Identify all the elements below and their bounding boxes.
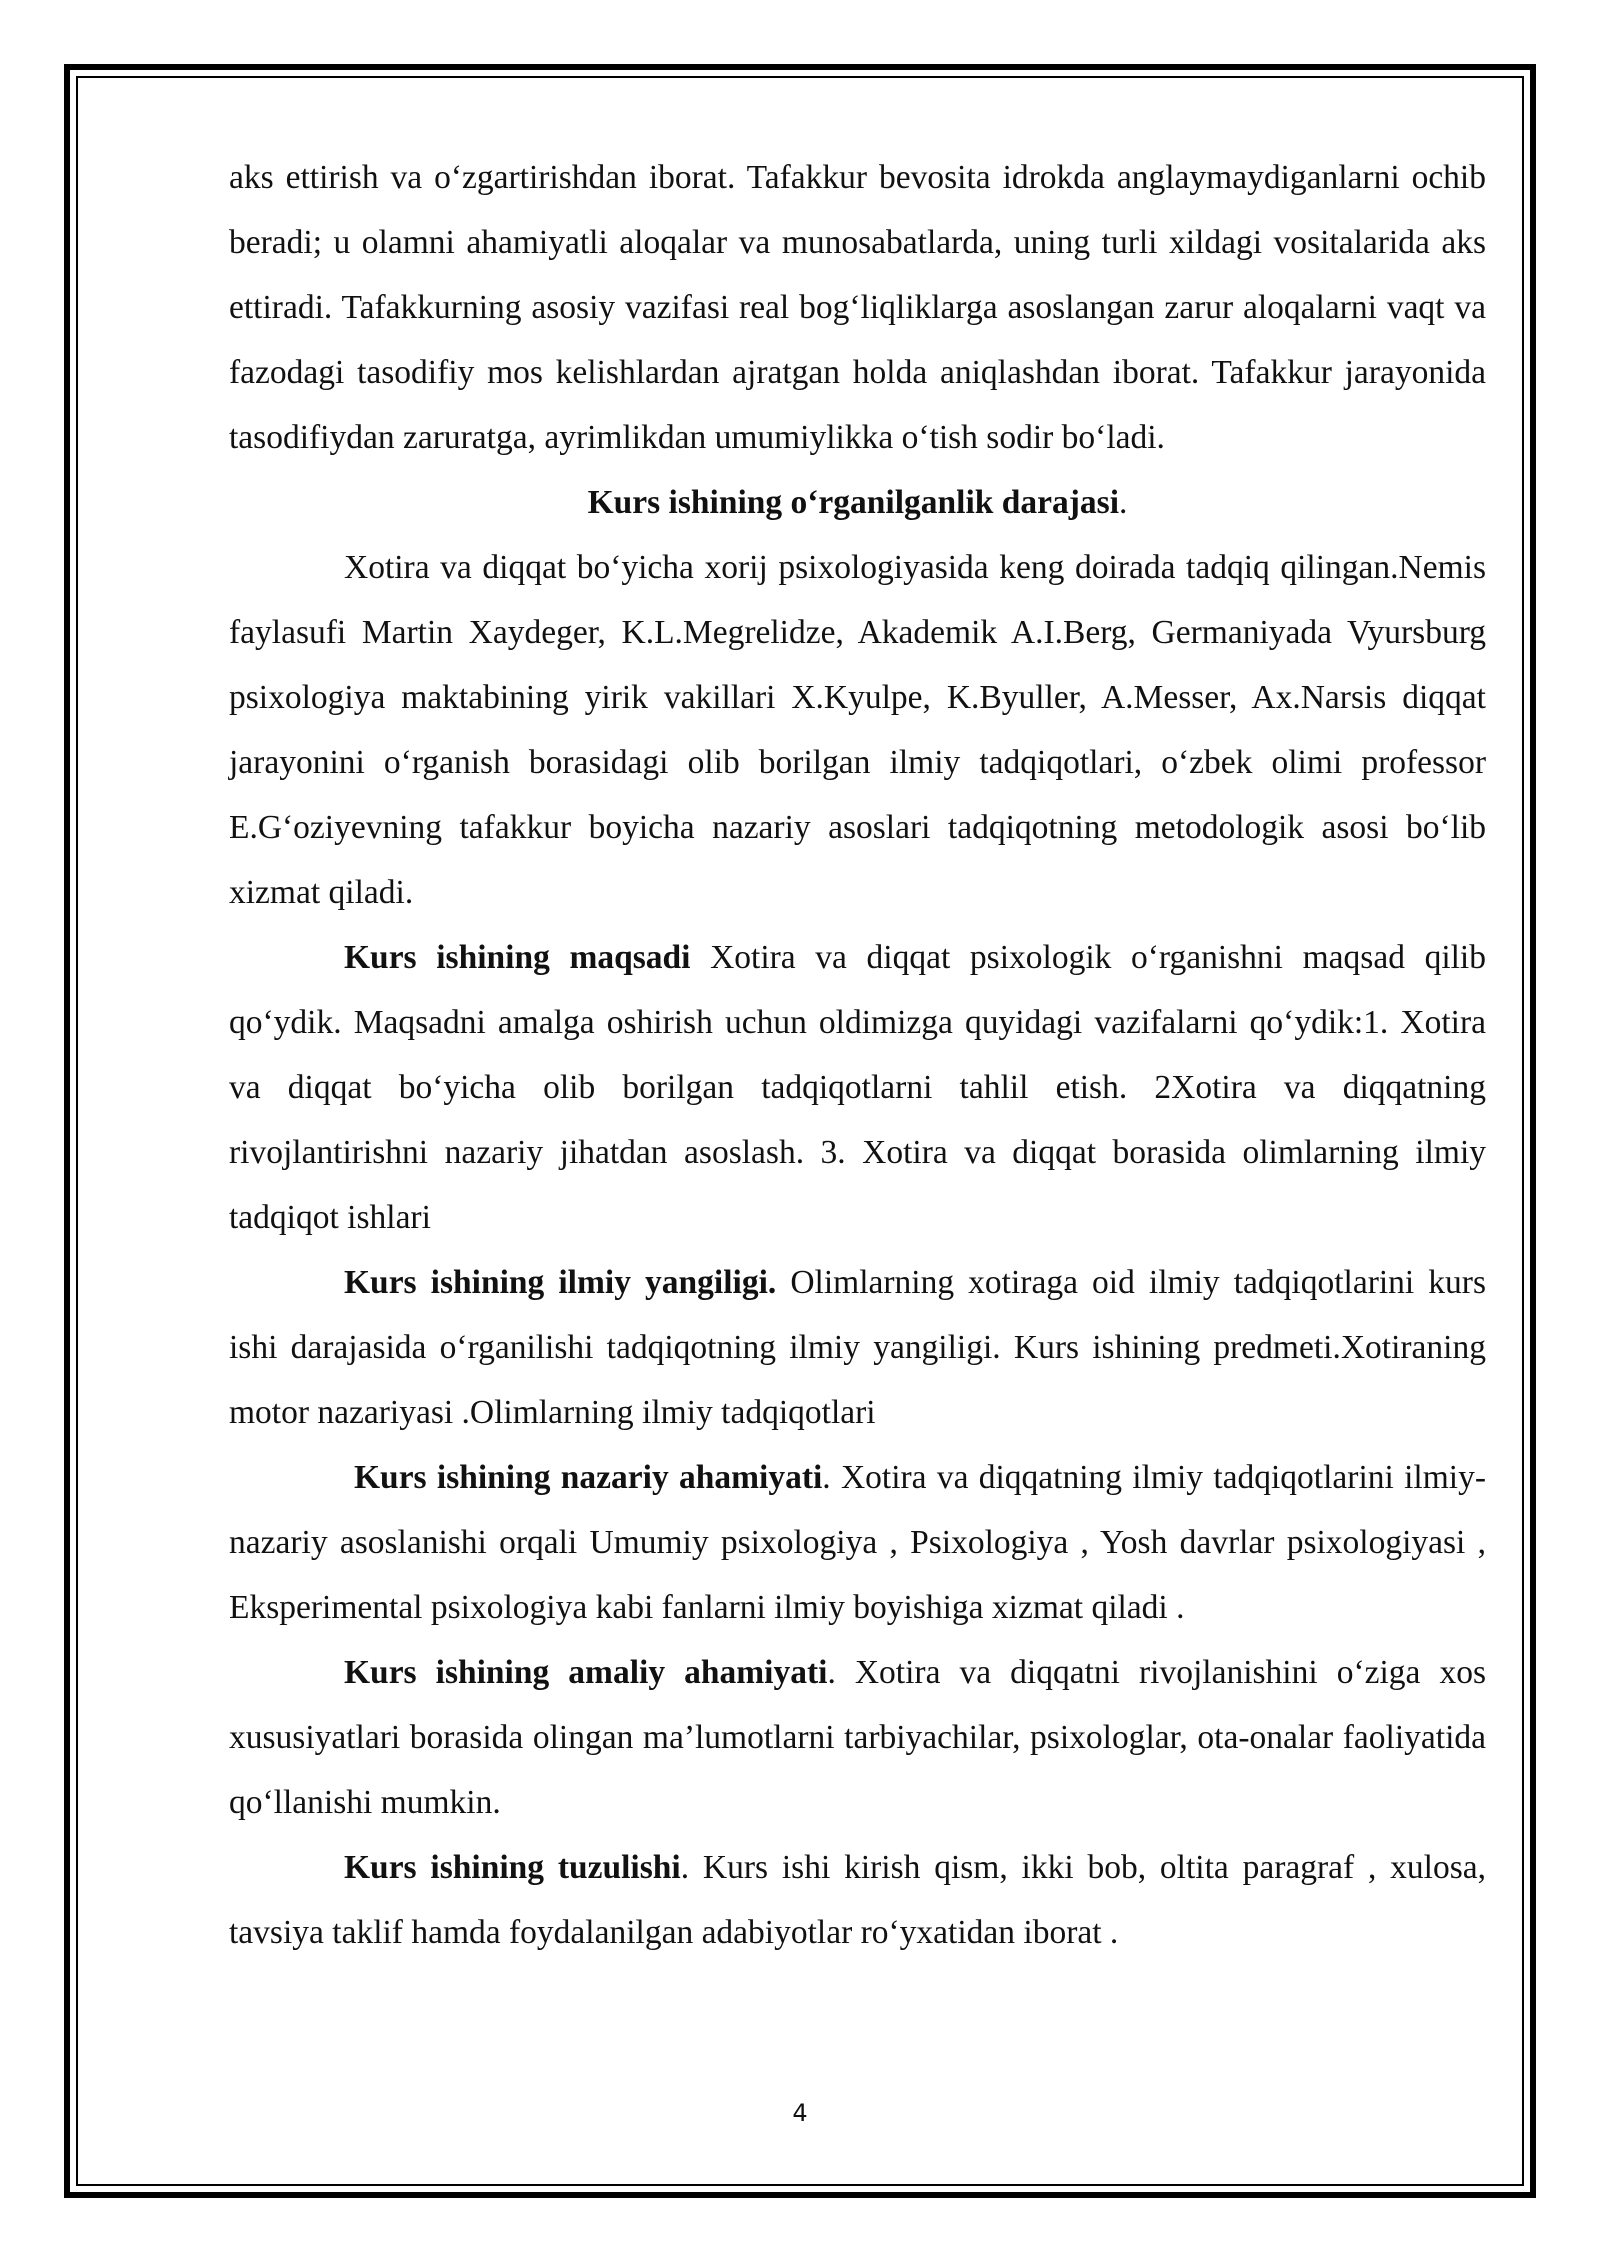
paragraph-amaliy <box>229 1640 1486 1835</box>
paragraph-maqsadi-text: Xotira va diqqat psixologik o‘rganishni maqsad qilib qo‘ydik. Maqsadni amalga oshirish uchun oldimizga quyidagi vazifalarni qo‘ydik:1. Xotira va diqqat bo‘yicha olib borilgan tadqiqotlarni tahlil etish. 2Xotira va diqqatning rivojlantirishni nazariy jihatdan asoslash. 3. Xotira va diqqat borasida olimlarning ilmiy tadqiqot ishlari <box>229 939 1486 1236</box>
paragraph-maqsadi <box>229 925 1486 1250</box>
paragraph-nazariy-text: . Xotira va diqqatning ilmiy tadqiqotlarini ilmiy-nazariy asoslanishi orqali Umumiy psixologiya , Psixologiya , Yosh davrlar psixologiyasi , Eksperimental psixologiya kabi fanlarni ilmiy boyishiga xizmat qiladi . <box>229 1459 1486 1626</box>
heading-organilganlik-text: Kurs ishining o‘rganilganlik darajasi <box>587 484 1120 521</box>
paragraph-yangiligi <box>229 1250 1486 1445</box>
paragraph-organilganlik <box>229 535 1486 925</box>
document-body <box>229 145 1486 1965</box>
page-number: 4 <box>792 2099 808 2127</box>
heading-organilganlik-period: . <box>1119 484 1128 521</box>
heading-tuzulishi: Kurs ishining tuzulishi <box>344 1849 681 1886</box>
paragraph-tafakkur-text: aks ettirish va o‘zgartirishdan iborat. Tafakkur bevosita idrokda anglaymaydiganlarni ochib beradi; u olamni ahamiyatli aloqalar va munosabatlarda, uning turli xildagi vositalarida aks ettiradi. Tafakkurning asosiy vazifasi real bog‘liqliklarga asoslangan zarur aloqalarni vaqt va fazodagi tasodifiy mos kelishlardan ajratgan holda aniqlashdan iborat. Tafakkur jarayonida tasodifiydan zaruratga, ayrimlikdan umumiylikka o‘tish sodir bo‘ladi. <box>229 159 1486 456</box>
heading-organilganlik <box>229 470 1486 535</box>
paragraph-tuzulishi-text: . Kurs ishi kirish qism, ikki bob, oltita paragraf , xulosa, tavsiya taklif hamda foydalanilgan adabiyotlar ro‘yxatidan iborat . <box>229 1849 1487 1951</box>
paragraph-yangiligi-text: Olimlarning xotiraga oid ilmiy tadqiqotlarini kurs ishi darajasida o‘rganilishi tadqiqotning ilmiy yangiligi. Kurs ishining predmeti.Xotiraning motor nazariyasi .Olimlarning ilmiy tadqiqotlari <box>229 1264 1486 1431</box>
heading-amaliy: Kurs ishining amaliy ahamiyati <box>344 1654 828 1691</box>
paragraph-tuzulishi <box>229 1835 1486 1965</box>
heading-maqsadi: Kurs ishining maqsadi <box>344 939 691 976</box>
heading-nazariy: Kurs ishining nazariy ahamiyati <box>354 1459 823 1496</box>
paragraph-tafakkur <box>229 145 1486 470</box>
paragraph-organilganlik-text: Xotira va diqqat bo‘yicha xorij psixologiyasida keng doirada tadqiq qilingan.Nemis faylasufi Martin Xaydeger, K.L.Megrelidze, Akademik A.I.Berg, Germaniyada Vyursburg psixologiya maktabining yirik vakillari X.Kyulpe, K.Byuller, A.Messer, Ax.Narsis diqqat jarayonini o‘rganish borasidagi olib borilgan ilmiy tadqiqotlari, o‘zbek olimi professor E.G‘oziyevning tafakkur boyicha nazariy asoslari tadqiqotning metodologik asosi bo‘lib xizmat qiladi. <box>229 549 1486 911</box>
heading-yangiligi: Kurs ishining ilmiy yangiligi. <box>344 1264 777 1301</box>
paragraph-amaliy-text: . Xotira va diqqatni rivojlanishini o‘ziga xos xususiyatlari borasida olingan ma’lumotlarni tarbiyachilar, psixologlar, ota-onalar faoliyatida qo‘llanishi mumkin. <box>229 1654 1487 1821</box>
paragraph-nazariy <box>229 1445 1486 1640</box>
